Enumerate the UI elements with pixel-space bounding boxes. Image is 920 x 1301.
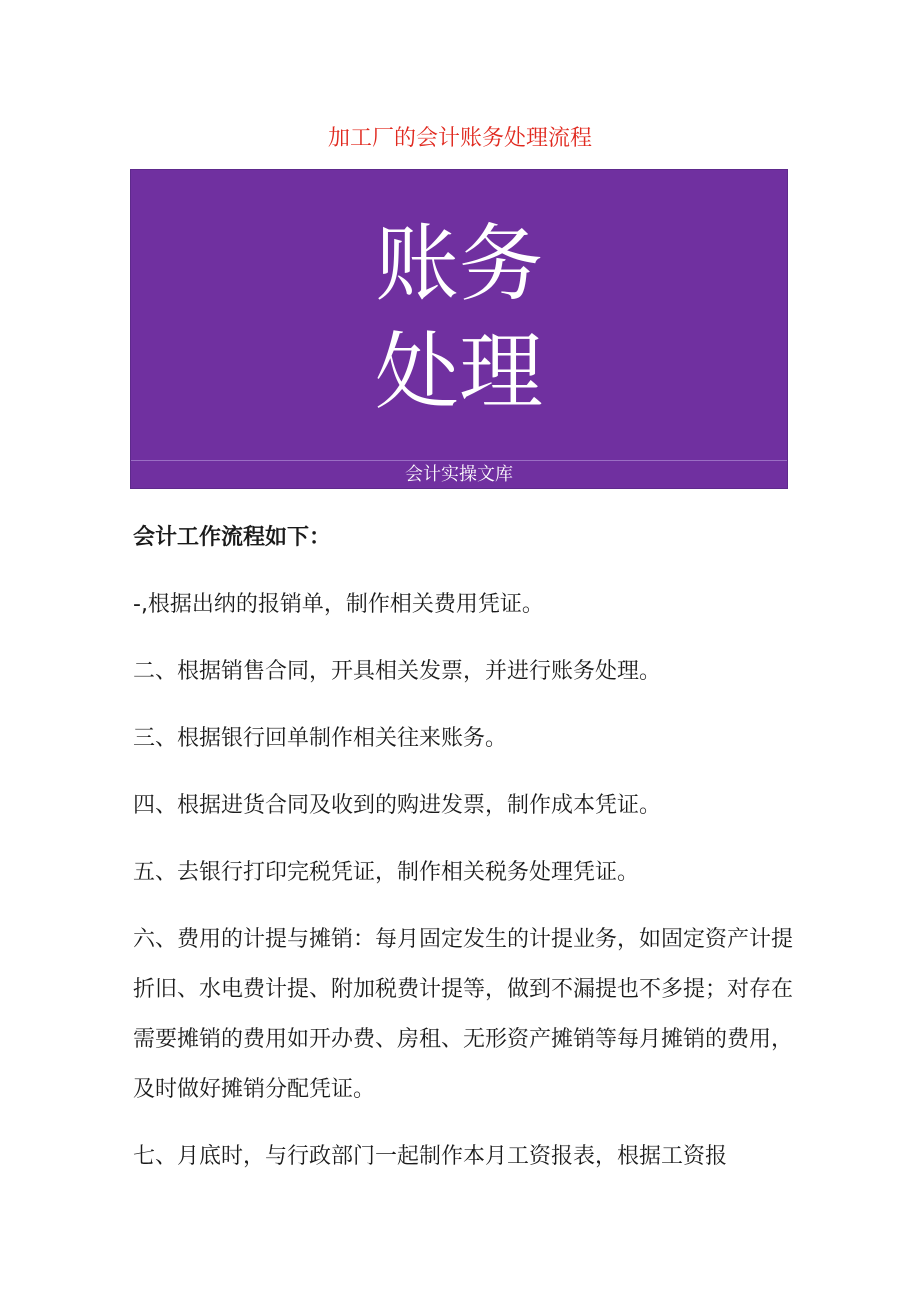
step-3: 三、根据银行回单制作相关往来账务。 <box>133 726 508 751</box>
step-7: 七、月底时，与行政部门一起制作本月工资报表，根据工资报 <box>133 1144 728 1169</box>
section-heading: 会计工作流程如下： <box>133 525 332 550</box>
document-body <box>133 522 793 1173</box>
step-4: 四、根据进货合同及收到的购进发票，制作成本凭证。 <box>133 793 662 818</box>
cover-banner <box>130 169 788 489</box>
banner-footer-label: 会计实操文库 <box>405 464 513 485</box>
document-title: 加工厂的会计账务处理流程 <box>327 126 592 151</box>
banner-title-line-2: 处理 <box>374 323 543 421</box>
step-6: 六、费用的计提与摊销：每月固定发生的计提业务，如固定资产计提折旧、水电费计提、附加税费计提等，做到不漏提也不多提；对存在需要摊销的费用如开办费、房租、无形资产摊销等每月摊销的费用，及时做好摊销分配凭证。 <box>133 927 794 1102</box>
banner-title-line-1: 账务 <box>374 215 543 313</box>
banner-title <box>131 210 787 426</box>
step-2: 二、根据销售合同，开具相关发票，并进行账务处理。 <box>133 659 662 684</box>
step-1: -,根据出纳的报销单，制作相关费用凭证。 <box>133 592 544 617</box>
step-5: 五、去银行打印完税凭证，制作相关税务处理凭证。 <box>133 860 640 885</box>
